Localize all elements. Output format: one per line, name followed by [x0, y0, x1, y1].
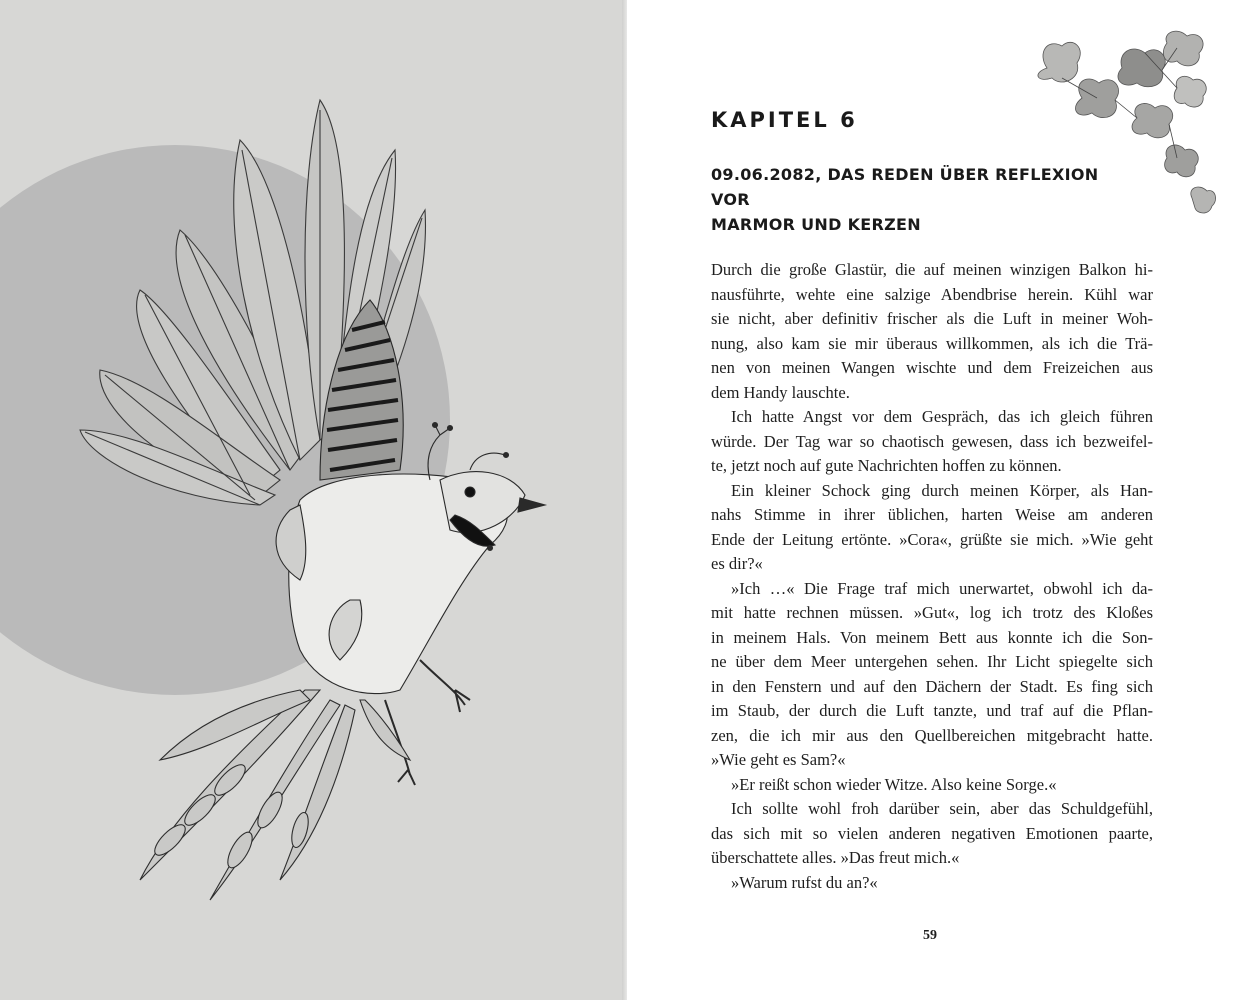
text-line: das sich mit so vielen anderen negativen Emotionen paarte,: [711, 823, 1153, 843]
text-line: »Er reißt schon wieder Witze. Also keine Sorge.«: [731, 774, 1057, 794]
text-line: Ich sollte wohl froh darüber sein, aber das Schuldgefühl,: [731, 799, 1153, 818]
text-line: es dir?«: [711, 554, 763, 573]
chapter-heading: KAPITEL 6: [711, 108, 858, 132]
text-line: mit hatte rechnen müssen. »Gut«, log ich trotz des Kloßes: [711, 603, 1153, 622]
text-line: nausführte, wehte eine salzige Abendbrise herein. Kühl war: [711, 284, 1153, 304]
text-line: Ich hatte Angst vor dem Gespräch, das ich gleich führen: [731, 407, 1153, 426]
subtitle-line: 09.06.2082, DAS REDEN ÜBER REFLEXION VOR: [711, 165, 1099, 209]
text-line: »Wie geht es Sam?«: [711, 750, 846, 769]
text-line: Durch die große Glastür, die auf meinen winzigen Balkon hi-: [711, 260, 1153, 279]
body-text: [711, 258, 1153, 895]
text-line: »Ich …« Die Frage traf mich unerwartet, obwohl ich da-: [731, 578, 1153, 598]
text-line: Ein kleiner Schock ging durch meinen Körper, als Han-: [731, 480, 1153, 500]
text-line: Ende der Leitung ertönte. »Cora«, grüßte sie mich. »Wie geht: [711, 529, 1153, 549]
text-line: würde. Der Tag war so chaotisch gewesen, dass ich bezweifel-: [711, 431, 1153, 451]
text-line: in meinem Hals. Von meinem Bett aus konnte ich die Son-: [711, 627, 1153, 647]
text-line: nung, also kam sie mir überaus willkommen, als ich die Trä-: [711, 333, 1153, 353]
text-line: nen von meinen Wangen wischte und dem Freizeichen aus: [711, 358, 1153, 377]
page-number: 59: [923, 928, 937, 943]
text-line: im Staub, der durch die Luft tanzte, und traf auf die Pflan-: [711, 701, 1153, 720]
text-line: sie nicht, aber definitiv frischer als die Luft in meiner Woh-: [711, 309, 1153, 328]
text-line: dem Handy lauschte.: [711, 382, 850, 402]
text-line: ne über dem Meer untergehen sehen. Ihr Licht spiegelte sich: [711, 652, 1153, 671]
text-line: zen, die ich mir aus den Quellbereichen mitgebracht hatte.: [711, 725, 1153, 745]
leaf-tail: [140, 690, 410, 900]
text-line: te, jetzt noch auf gute Nachrichten hoffen zu können.: [711, 456, 1062, 475]
text-line: »Warum rufst du an?«: [731, 872, 878, 892]
bird-illustration: [0, 0, 627, 1000]
illustration-page: [0, 0, 627, 1000]
subtitle-line: MARMOR UND KERZEN: [711, 215, 921, 234]
text-line: überschattete alles. »Das freut mich.«: [711, 848, 960, 867]
text-line: in den Fenstern und auf den Dächern der Stadt. Es fing sich: [711, 676, 1153, 696]
chapter-subtitle: [711, 162, 1131, 237]
text-page: [627, 0, 1255, 1000]
text-line: nahs Stimme in ihrer üblichen, harten Weise am anderen: [711, 505, 1153, 524]
